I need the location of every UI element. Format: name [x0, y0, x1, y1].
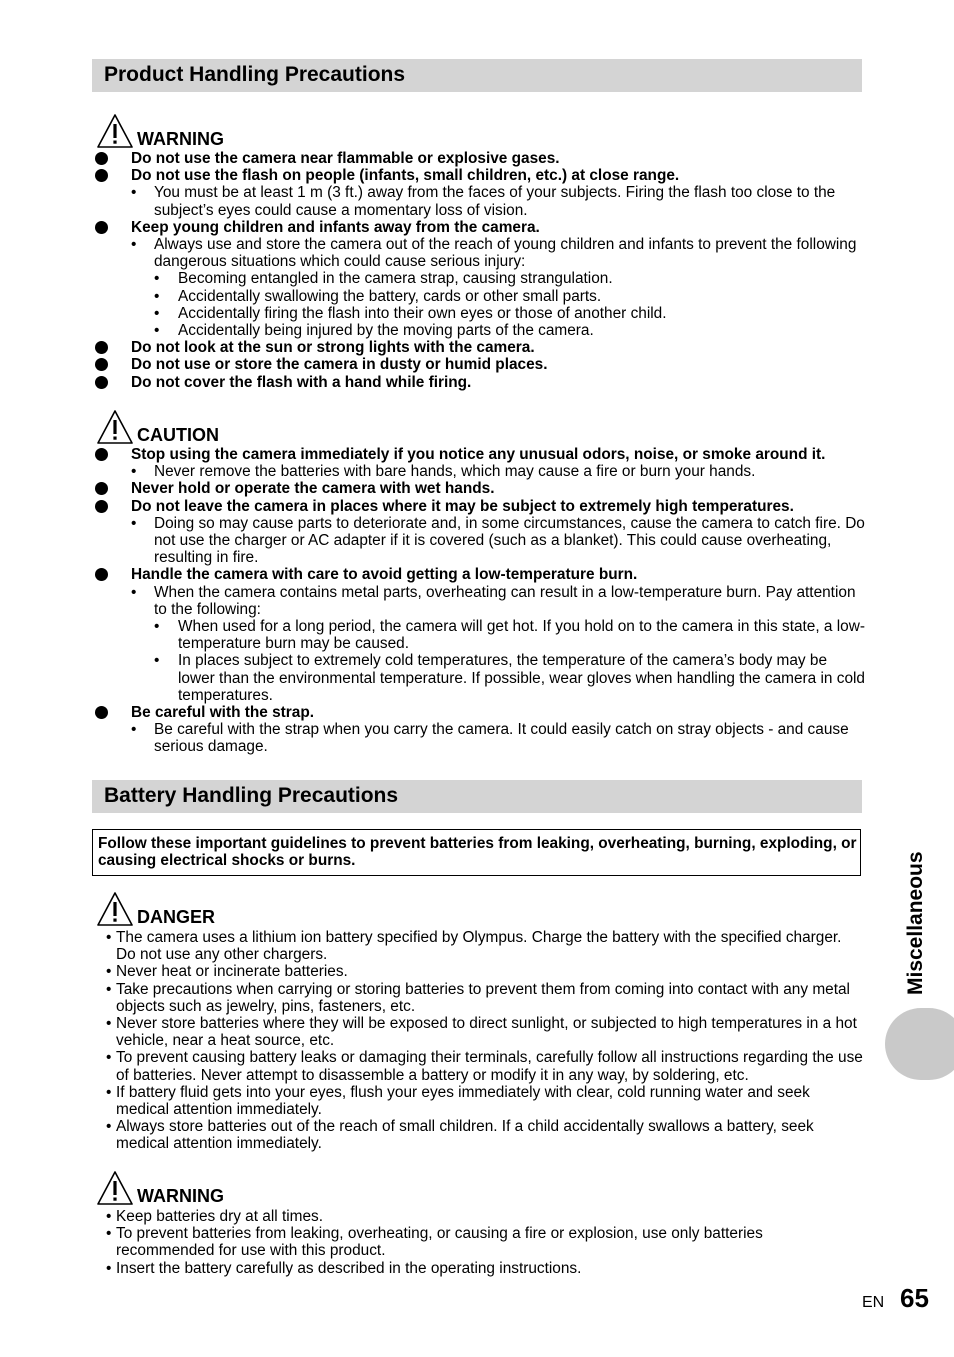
list-item [92, 652, 867, 704]
list-item [92, 288, 867, 305]
list-item-text: Doing so may cause parts to deteriorate and, in some circumstances, cause the camera to catch fire. Do not use the charger or AC adapter if it is covered (such as a blanket). This could cause overheating, resulting in fire. [154, 514, 865, 567]
bullet-icon: • [106, 1049, 112, 1067]
list-item [105, 1049, 865, 1083]
list-item [92, 721, 867, 755]
bullet-icon: • [131, 184, 137, 202]
warning-label: WARNING [137, 129, 224, 149]
bullet-icon: • [154, 322, 160, 340]
list-item [92, 374, 867, 391]
list-item-text: Keep batteries dry at all times. [116, 1208, 324, 1225]
list-item [92, 270, 867, 287]
bullet-icon: • [154, 287, 160, 305]
section-title: Battery Handling Precautions [104, 784, 399, 807]
list-item-text: Do not use or store the camera in dusty or humid places. [131, 356, 548, 374]
list-item-text: Never hold or operate the camera with wet hands. [131, 480, 495, 498]
warning-list [92, 150, 867, 391]
list-item-text: Never store batteries where they will be exposed to direct sunlight, or subjected to high temperatures in a hot vehicle, near a heat source, etc. [116, 1015, 857, 1050]
battery-warning-list [105, 1208, 865, 1277]
bullet-dot-icon [95, 169, 108, 182]
list-item-text: Do not use the camera near flammable or explosive gases. [131, 150, 560, 167]
caution-triangle-icon [96, 409, 134, 445]
bullet-icon: • [106, 963, 112, 981]
list-item [92, 463, 867, 480]
list-item-text: Do not cover the flash with a hand while firing. [131, 373, 472, 391]
bullet-icon: • [154, 652, 160, 670]
list-item-text: Do not look at the sun or strong lights with the camera. [131, 339, 535, 357]
list-item [105, 929, 865, 963]
bullet-icon: • [106, 1225, 112, 1243]
list-item-text: Becoming entangled in the camera strap, causing strangulation. [178, 270, 613, 288]
chapter-tab [885, 1008, 954, 1080]
list-item-text: Insert the battery carefully as described in the operating instructions. [116, 1259, 582, 1277]
list-item-text: Never heat or incinerate batteries. [116, 963, 348, 981]
bullet-dot-icon [95, 706, 108, 719]
list-item [92, 184, 867, 218]
bullet-dot-icon [95, 152, 108, 165]
list-item [105, 1015, 865, 1049]
list-item [92, 219, 867, 236]
bullet-dot-icon [95, 500, 108, 513]
list-item-text: Handle the camera with care to avoid getting a low-temperature burn. [131, 566, 638, 584]
list-item [105, 1084, 865, 1118]
list-item-text: The camera uses a lithium ion battery specified by Olympus. Charge the battery with the specified charger. Do not use any other chargers. [116, 929, 842, 964]
list-item-text: You must be at least 1 m (3 ft.) away from the faces of your subjects. Firing the flash too close to the subject’s eyes could cause a momentary loss of vision. [154, 184, 836, 219]
list-item [92, 150, 867, 167]
caution-label: CAUTION [137, 425, 219, 445]
list-item [92, 339, 867, 356]
bullet-icon: • [131, 721, 137, 739]
section-title: Product Handling Precautions [104, 63, 406, 86]
caution-list [92, 446, 867, 756]
bullet-dot-icon [95, 221, 108, 234]
language-code: EN [862, 1294, 885, 1311]
list-item-text: Accidentally swallowing the battery, cards or other small parts. [178, 287, 602, 305]
warning-triangle-icon [96, 1170, 134, 1206]
list-item-text: Take precautions when carrying or storing batteries to prevent them from coming into contact with any metal objects such as jewelry, pins, fasteners, etc. [116, 980, 850, 1015]
list-item-text: Stop using the camera immediately if you notice any unusual odors, noise, or smoke around it. [131, 446, 826, 463]
section-header-product [92, 59, 862, 92]
chapter-tab-label: Miscellaneous [904, 851, 927, 995]
list-item [92, 322, 867, 339]
bullet-icon: • [106, 929, 112, 946]
list-item [92, 305, 867, 322]
bullet-dot-icon [95, 448, 108, 461]
list-item [92, 515, 867, 567]
list-item-text: Always store batteries out of the reach of small children. If a child accidentally swallows a battery, seek medical attention immediately. [116, 1118, 814, 1153]
list-item [92, 618, 867, 652]
list-item-text: Be careful with the strap. [131, 704, 315, 722]
list-item [105, 1208, 865, 1225]
danger-list [105, 929, 865, 1153]
bullet-dot-icon [95, 358, 108, 371]
list-item-text: Do not leave the camera in places where it may be subject to extremely high temperatures. [131, 497, 794, 515]
bullet-icon: • [106, 1015, 112, 1033]
list-item-text: When used for a long period, the camera will get hot. If you hold on to the camera in this state, a low-temperature burn may be caused. [178, 618, 865, 653]
list-item [92, 584, 867, 618]
list-item-text: Be careful with the strap when you carry the camera. It could easily catch on stray objects - and cause serious damage. [154, 721, 849, 756]
bullet-dot-icon [95, 376, 108, 389]
list-item [92, 356, 867, 373]
list-item [92, 704, 867, 721]
bullet-icon: • [154, 618, 160, 636]
list-item [105, 963, 865, 980]
section-header-battery [92, 780, 862, 813]
list-item [92, 498, 867, 515]
list-item-text: Accidentally being injured by the moving parts of the camera. [178, 322, 594, 340]
list-item-text: Keep young children and infants away from the camera. [131, 218, 540, 236]
bullet-dot-icon [95, 341, 108, 354]
battery-warning-label: WARNING [137, 1186, 224, 1206]
list-item-text: To prevent causing battery leaks or damaging their terminals, carefully follow all instructions regarding the use of batteries. Never attempt to disassemble a battery or modify it in any way, by soldering, etc. [116, 1049, 863, 1084]
bullet-icon: • [106, 1118, 112, 1136]
bullet-icon: • [106, 1083, 112, 1101]
list-item-text: When the camera contains metal parts, overheating can result in a low-temperature burn. Pay attention to the following: [154, 583, 856, 618]
list-item [92, 566, 867, 583]
list-item-text: Never remove the batteries with bare hands, which may cause a fire or burn your hands. [154, 463, 756, 481]
list-item-text: To prevent batteries from leaking, overheating, or causing a fire or explosion, use only batteries recommended for use with this product. [116, 1225, 763, 1260]
list-item [92, 167, 867, 184]
bullet-icon: • [131, 514, 137, 532]
warning-triangle-icon [96, 113, 134, 149]
bullet-icon: • [106, 980, 112, 998]
list-item-text: Always use and store the camera out of the reach of young children and infants to prevent the following dangerous situations which could cause serious injury: [154, 236, 857, 271]
page-number: 65 [900, 1283, 929, 1313]
list-item [92, 236, 867, 270]
list-item-text: Accidentally firing the flash into their own eyes or those of another child. [178, 304, 667, 322]
bullet-icon: • [131, 463, 137, 481]
battery-notice-box: Follow these important guidelines to prevent batteries from leaking, overheating, burning, exploding, or causing electrical shocks or burns. [92, 829, 861, 876]
bullet-dot-icon [95, 568, 108, 581]
list-item-text: In places subject to extremely cold temperatures, the temperature of the camera’s body may be lower than the environmental temperature. If possible, wear gloves when handling the camera in cold temperatures. [178, 652, 865, 704]
list-item [105, 981, 865, 1015]
list-item [105, 1118, 865, 1152]
list-item [105, 1260, 865, 1277]
bullet-icon: • [131, 236, 137, 254]
bullet-icon: • [131, 583, 137, 601]
list-item-text: Do not use the flash on people (infants, small children, etc.) at close range. [131, 167, 680, 185]
bullet-dot-icon [95, 482, 108, 495]
bullet-icon: • [106, 1259, 112, 1277]
list-item [105, 1225, 865, 1259]
bullet-icon: • [154, 304, 160, 322]
danger-triangle-icon [96, 891, 134, 927]
bullet-icon: • [154, 270, 160, 288]
bullet-icon: • [106, 1208, 112, 1225]
list-item [92, 480, 867, 497]
list-item-text: If battery fluid gets into your eyes, flush your eyes immediately with clear, cold running water and seek medical attention immediately. [116, 1083, 810, 1119]
list-item [92, 446, 867, 463]
danger-label: DANGER [137, 907, 216, 927]
